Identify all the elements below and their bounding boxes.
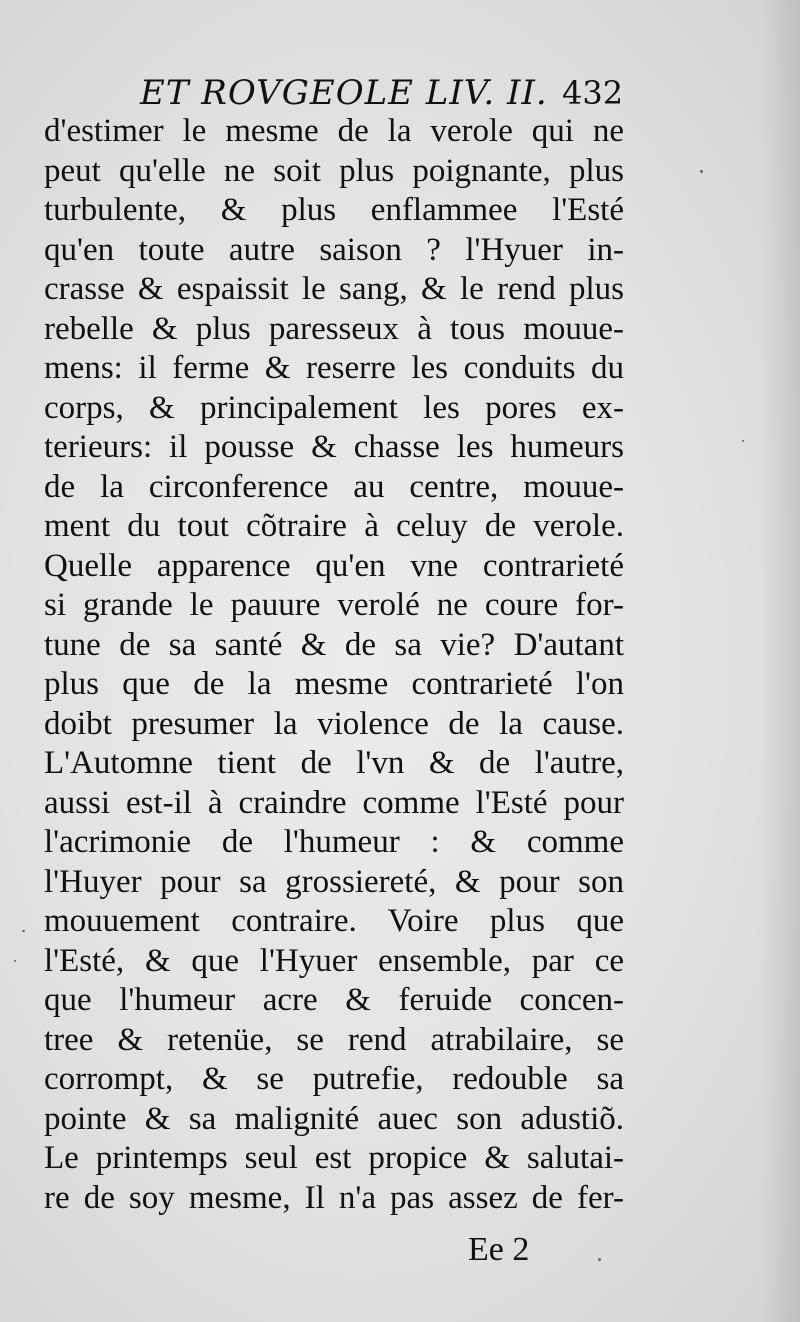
text-line: rebelle & plus paresseux à tous mouue- [44,310,624,347]
text-line: ment du tout cõtraire à celuy de verole. [44,508,624,544]
text-line: corps, & principalement les pores ex- [44,389,624,426]
running-title: ET ROVGEOLE LIV. II. [140,73,548,113]
text-line: crasse & espaissit le sang, & le rend plus [44,271,624,307]
text-line: turbulente, & plus enflammee l'Esté [44,192,624,228]
text-line: aussi est-il à craindre comme l'Esté pour [44,784,624,821]
text-line: Le printemps seul est propice & salutai- [44,1140,624,1176]
text-line: L'Automne tient de l'vn & de l'autre, [44,745,624,781]
text-line: corrompt, & se putrefie, redouble sa [44,1061,624,1097]
paper-speck [598,1258,601,1261]
text-line: peut qu'elle ne soit plus poignante, plus [44,152,624,189]
text-line: tune de sa santé & de sa vie? D'autant [44,626,624,663]
text-line: doibt presumer la violence de la cause. [44,705,624,742]
text-line: mens: il ferme & reserre les conduits du [44,350,624,386]
body-text [44,112,624,1218]
paper-speck [14,960,16,962]
page-number: 432 [562,74,624,112]
text-line: que l'humeur acre & feruide concen- [44,982,624,1018]
text-line: de la circonference au centre, mouue- [44,468,624,505]
paper-speck [742,440,744,442]
paper-speck [700,170,703,173]
text-line: re de soy mesme, Il n'a pas assez de fer- [44,1179,624,1216]
text-line: l'Huyer pour sa grossiereté, & pour son [44,863,624,900]
text-line: pointe & sa malignité auec son adustiõ. [44,1100,624,1137]
text-line: terieurs: il pousse & chasse les humeurs [44,429,624,465]
text-line: si grande le pauure verolé ne coure for- [44,587,624,623]
text-line: qu'en toute autre saison ? l'Hyuer in- [44,231,624,268]
text-line: tree & retenüe, se rend atrabilaire, se [44,1021,624,1058]
text-line: Quelle apparence qu'en vne contrarieté [44,547,624,584]
signature-mark: Ee 2 [468,1231,530,1268]
paper-speck [22,930,25,932]
text-line: l'acrimonie de l'humeur : & comme [44,824,624,860]
page-edge-shadow [760,0,800,1322]
text-line: plus que de la mesme contrarieté l'on [44,666,624,702]
text-line: mouuement contraire. Voire plus que [44,903,624,939]
text-line: d'estimer le mesme de la verole qui ne [44,113,624,149]
text-line: l'Esté, & que l'Hyuer ensemble, par ce [44,942,624,979]
